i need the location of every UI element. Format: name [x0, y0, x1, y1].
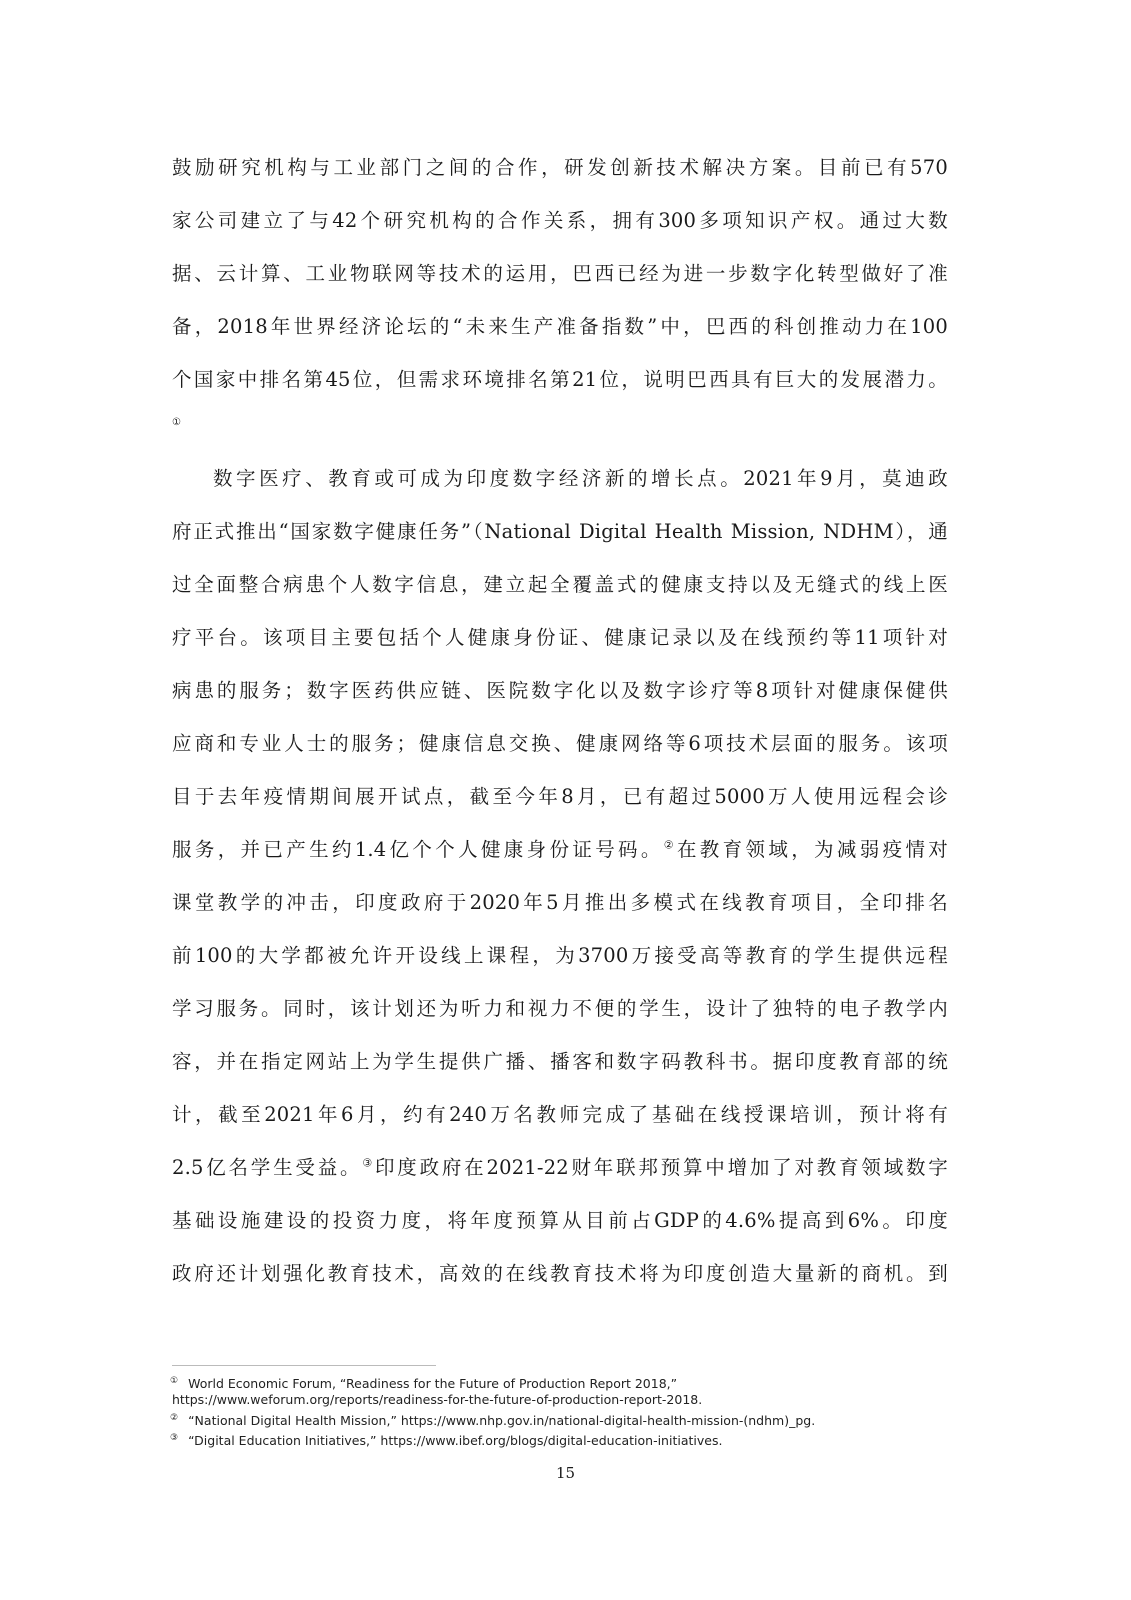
paragraph-line [172, 1153, 948, 1183]
footnote-text[interactable]: “National Digital Health Mission,” https://www.nhp.gov.in/national-digital-health-mission-(ndhm)_pg. [188, 1413, 816, 1429]
paragraph-line: 学习服务。同时，该计划还为听力和视力不便的学生，设计了独特的电子教学内 [172, 997, 948, 1020]
paragraph-line: 容，并在指定网站上为学生提供广播、播客和数字码教科书。据印度教育部的统 [172, 1050, 948, 1073]
footnote-reference: ② [663, 838, 677, 852]
paragraph-line: 据、云计算、工业物联网等技术的运用，巴西已经为进一步数字化转型做好了准 [172, 262, 948, 285]
paragraph-line: 疗平台。该项目主要包括个人健康身份证、健康记录以及在线预约等11项针对 [172, 626, 948, 649]
footnote [170, 1410, 815, 1429]
footnote-reference: ③ [362, 1156, 375, 1170]
paragraph-line: 目于去年疫情期间展开试点，截至今年8月，已有超过5000万人使用远程会诊 [172, 785, 948, 808]
paragraph-line: 过全面整合病患个人数字信息，建立起全覆盖式的健康支持以及无缝式的线上医 [172, 573, 948, 596]
footnote-marker: ③ [170, 1433, 179, 1443]
paragraph-line: 病患的服务；数字医药供应链、医院数字化以及数字诊疗等8项针对健康保健供 [172, 679, 948, 702]
paragraph-line: 前100的大学都被允许开设线上课程，为3700万接受高等教育的学生提供远程 [172, 944, 948, 967]
paragraph-line: 课堂教学的冲击，印度政府于2020年5月推出多模式在线教育项目，全印排名 [172, 891, 948, 914]
paragraph-text: 2.5亿名学生受益。 [172, 1156, 363, 1179]
footnote [170, 1373, 677, 1392]
paragraph-line [172, 835, 948, 865]
paragraph-line: 个国家中排名第45位，但需求环境排名第21位，说明巴西具有巨大的发展潜力。 [172, 368, 948, 391]
footnote [170, 1430, 722, 1449]
paragraph-line: 鼓励研究机构与工业部门之间的合作，研发创新技术解决方案。目前已有570 [172, 156, 948, 179]
footnote-text: World Economic Forum, “Readiness for the Future of Production Report 2018,” [188, 1376, 678, 1392]
footnote-link[interactable]: https://www.weforum.org/reports/readiness-for-the-future-of-production-report-2018. [172, 1392, 703, 1407]
footnote-marker: ② [170, 1413, 179, 1423]
paragraph-line: 基础设施建设的投资力度，将年度预算从目前占GDP的4.6%提高到6%。印度 [172, 1209, 948, 1232]
paragraph-text: 服务，并已产生约1.4亿个个人健康身份证号码。 [172, 838, 664, 861]
paragraph-line: 数字医疗、教育或可成为印度数字经济新的增长点。2021年9月，莫迪政 [213, 467, 948, 490]
footnote-reference: ① [172, 417, 181, 428]
page-number: 15 [555, 1464, 576, 1482]
paragraph-line: 政府还计划强化教育技术，高效的在线教育技术将为印度创造大量新的商机。到 [172, 1262, 948, 1285]
paragraph-line: 府正式推出“国家数字健康任务”（National Digital Health Mission, NDHM），通 [172, 520, 948, 543]
paragraph-text: 在教育领域，为减弱疫情对 [676, 838, 948, 861]
paragraph-line: 应商和专业人士的服务；健康信息交换、健康网络等6项技术层面的服务。该项 [172, 732, 948, 755]
footnote-divider [172, 1365, 436, 1366]
paragraph-line: 家公司建立了与42个研究机构的合作关系，拥有300多项知识产权。通过大数 [172, 209, 948, 232]
footnote-text[interactable]: “Digital Education Initiatives,” https://www.ibef.org/blogs/digital-education-initiatives. [188, 1433, 723, 1449]
paragraph-text: 印度政府在2021-22财年联邦预算中增加了对教育领域数字 [374, 1156, 949, 1179]
paragraph-line: 计，截至2021年6月，约有240万名教师完成了基础在线授课培训，预计将有 [172, 1103, 948, 1126]
footnote-marker: ① [170, 1376, 179, 1386]
paragraph-line: 备，2018年世界经济论坛的“未来生产准备指数”中，巴西的科创推动力在100 [172, 315, 948, 338]
